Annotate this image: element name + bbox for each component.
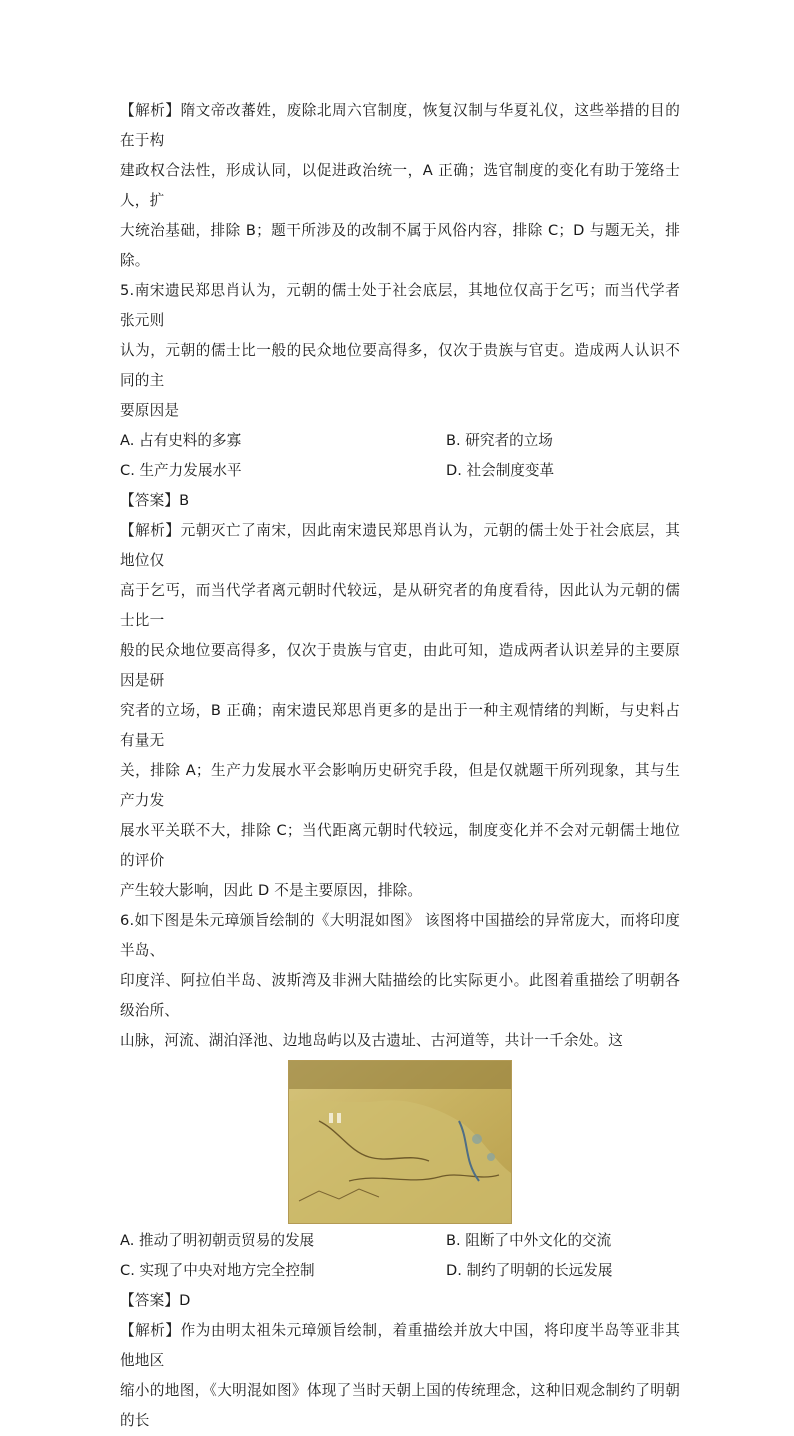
question-5-options-row-2 bbox=[120, 456, 680, 486]
option-d[interactable]: D. 社会制度变革 bbox=[446, 462, 555, 479]
analysis-q4-line: 【解析】隋文帝改蕃姓，废除北周六官制度，恢复汉制与华夏礼仪，这些举措的目的在于构 bbox=[120, 102, 680, 149]
question-6-stem: 山脉，河流、湖泊泽池、边地岛屿以及古遗址、古河道等，共计一千余处。这 bbox=[120, 1032, 623, 1049]
map-marker bbox=[329, 1113, 333, 1123]
question-5-analysis: 般的民众地位要高得多，仅次于贵族与官吏，由此可知，造成两者认识差异的主要原因是研 bbox=[120, 642, 680, 689]
map-illustration bbox=[289, 1061, 511, 1223]
question-5-analysis: 【解析】元朝灭亡了南宋，因此南宋遗民郑思肖认为，元朝的儒士处于社会底层，其地位仅 bbox=[120, 522, 680, 569]
document-page bbox=[120, 96, 680, 1436]
option-b[interactable]: B. 阻断了中外文化的交流 bbox=[446, 1232, 612, 1249]
option-a[interactable]: A. 推动了明初朝贡贸易的发展 bbox=[120, 1232, 315, 1249]
question-6-options-row-2 bbox=[120, 1256, 680, 1286]
question-5-stem: 要原因是 bbox=[120, 402, 180, 419]
question-6-stem: 印度洋、阿拉伯半岛、波斯湾及非洲大陆描绘的比实际更小。此图着重描绘了明朝各级治所、 bbox=[120, 972, 680, 1019]
option-c[interactable]: C. 生产力发展水平 bbox=[120, 462, 242, 479]
question-5-options-row-1 bbox=[120, 426, 680, 456]
map-marker bbox=[337, 1113, 341, 1123]
question-6-stem: 6.如下图是朱元璋颁旨绘制的《大明混如图》 该图将中国描绘的异常庞大，而将印度半岛、 bbox=[120, 912, 680, 959]
question-5-analysis: 产生较大影响，因此 D 不是主要原因，排除。 bbox=[120, 882, 423, 899]
option-d[interactable]: D. 制约了明朝的长远发展 bbox=[446, 1262, 613, 1279]
question-5-analysis: 高于乞丐，而当代学者离元朝时代较远，是从研究者的角度看待，因此认为元朝的儒士比一 bbox=[120, 582, 680, 629]
option-a[interactable]: A. 占有史料的多寡 bbox=[120, 432, 242, 449]
question-6-analysis: 【解析】作为由明太祖朱元璋颁旨绘制，着重描绘并放大中国，将印度半岛等亚非其他地区 bbox=[120, 1322, 680, 1369]
question-5-stem: 认为，元朝的儒士比一般的民众地位要高得多，仅次于贵族与官吏。造成两人认识不同的主 bbox=[120, 342, 680, 389]
question-6-analysis: 缩小的地图，《大明混如图》体现了当时天朝上国的传统理念，这种旧观念制约了明朝的长 bbox=[120, 1382, 680, 1429]
option-c[interactable]: C. 实现了中央对地方完全控制 bbox=[120, 1262, 315, 1279]
question-6-answer: 【答案】D bbox=[120, 1292, 191, 1309]
analysis-q4-line: 大统治基础，排除 B；题干所涉及的改制不属于风俗内容，排除 C；D 与题无关，排除。 bbox=[120, 222, 680, 269]
question-5-analysis: 关，排除 A；生产力发展水平会影响历史研究手段，但是仅就题干所列现象，其与生产力发 bbox=[120, 762, 680, 809]
question-5-analysis: 究者的立场，B 正确；南宋遗民郑思肖更多的是出于一种主观情绪的判断，与史料占有量无 bbox=[120, 702, 680, 749]
question-6-options-row-1 bbox=[120, 1226, 680, 1256]
analysis-q4-line: 建政权合法性，形成认同，以促进政治统一，A 正确；选官制度的变化有助于笼络士人，扩 bbox=[120, 162, 680, 209]
map-island bbox=[472, 1134, 482, 1144]
map-island bbox=[487, 1153, 495, 1161]
option-b[interactable]: B. 研究者的立场 bbox=[446, 432, 553, 449]
question-5-stem: 5.南宋遗民郑思肖认为，元朝的儒士处于社会底层，其地位仅高于乞丐；而当代学者张元则 bbox=[120, 282, 680, 329]
question-5-answer: 【答案】B bbox=[120, 492, 190, 509]
question-5-analysis: 展水平关联不大，排除 C；当代距离元朝时代较远，制度变化并不会对元朝儒士地位的评价 bbox=[120, 822, 680, 869]
da-ming-map-figure bbox=[288, 1060, 512, 1224]
map-title-band bbox=[289, 1061, 511, 1089]
